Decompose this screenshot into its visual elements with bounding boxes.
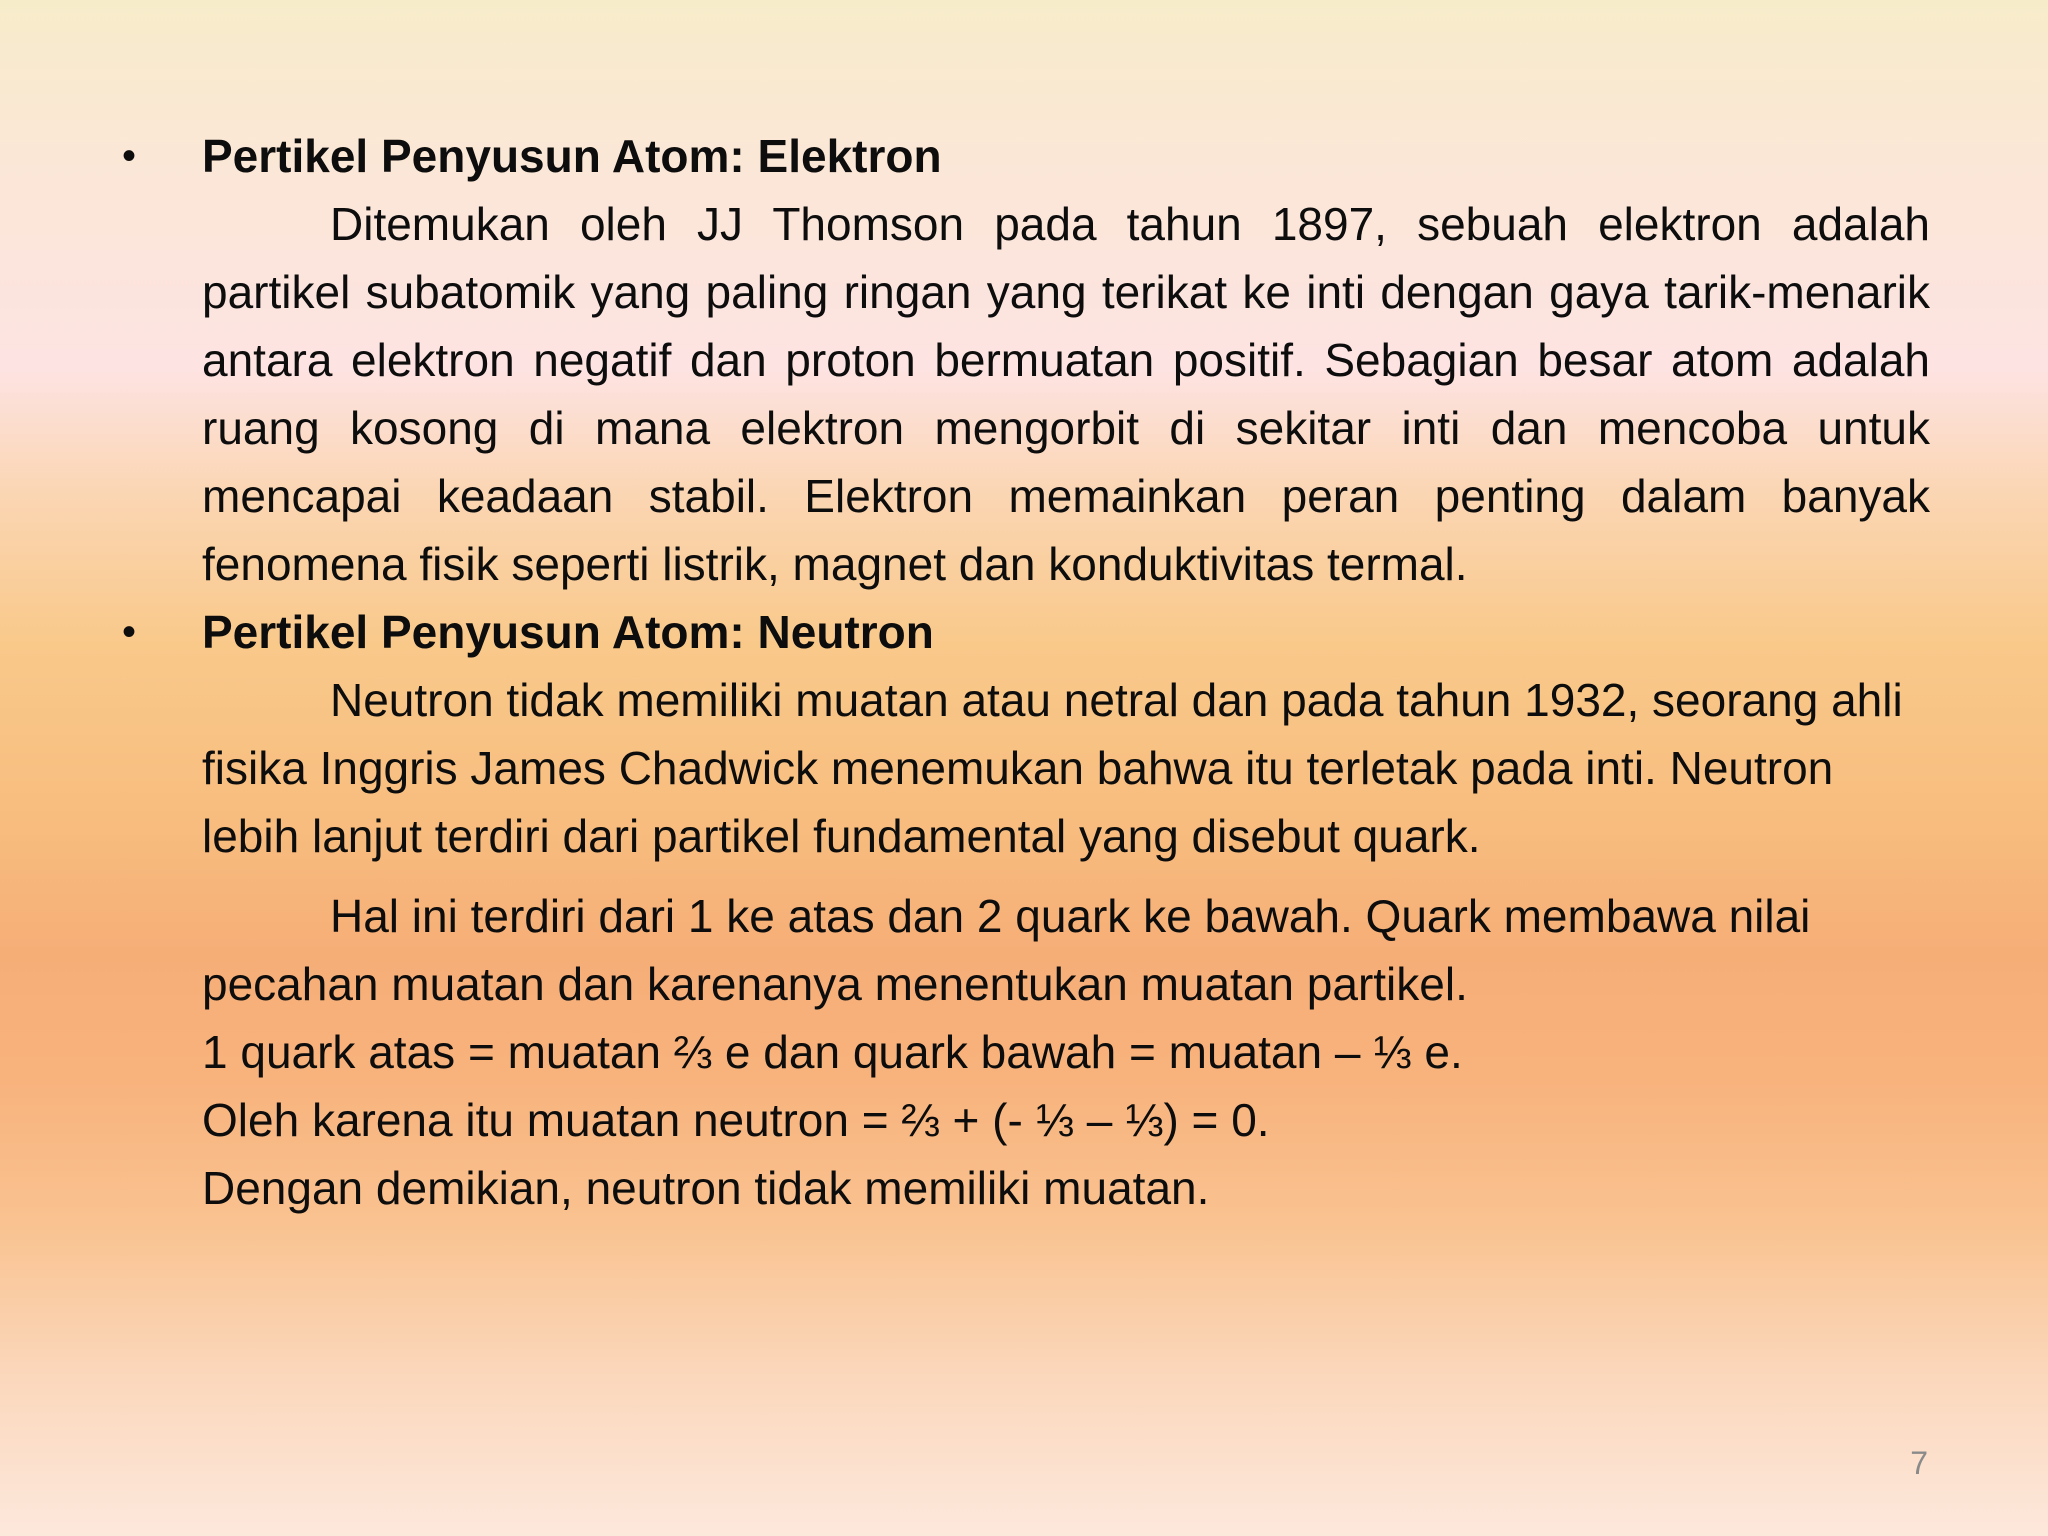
paragraph-neutron-quark: Hal ini terdiri dari 1 ke atas dan 2 quark ke bawah. Quark membawa nilai pecahan muatan dan karenanya menentukan muatan partikel.	[202, 890, 1811, 1010]
paragraph-elektron: Ditemukan oleh JJ Thomson pada tahun 1897, sebuah elektron adalah partikel subatomik yang paling ringan yang terikat ke inti dengan gaya tarik-menarik antara elektron negatif dan proton bermuatan positif. Sebagian besar atom adalah ruang kosong di mana elektron mengorbit di sekitar inti dan mencoba untuk mencapai keadaan stabil. Elektron memainkan peran penting dalam banyak fenomena fisik seperti listrik, magnet dan konduktivitas termal.	[202, 198, 1930, 590]
bullet-body-neutron	[202, 598, 1930, 1222]
charge-line-neutron: Oleh karena itu muatan neutron = ⅔ + (- ⅓ – ⅓) = 0.	[202, 1094, 1270, 1146]
bullet-marker: •	[122, 134, 137, 178]
bullet-item-elektron	[118, 122, 1930, 598]
page-number: 7	[1910, 1445, 1928, 1481]
charge-line-conclusion: Dengan demikian, neutron tidak memiliki muatan.	[202, 1162, 1210, 1214]
bullet-item-neutron	[118, 598, 1930, 1222]
section-heading-neutron: Pertikel Penyusun Atom: Neutron	[202, 606, 934, 658]
slide-content	[118, 122, 1930, 1222]
charge-line-quark: 1 quark atas = muatan ⅔ e dan quark bawah = muatan – ⅓ e.	[202, 1026, 1463, 1078]
charge-lines	[202, 1018, 1930, 1222]
bullet-marker: •	[122, 610, 137, 654]
section-heading-elektron: Pertikel Penyusun Atom: Elektron	[202, 130, 942, 182]
bullet-body-elektron	[202, 122, 1930, 598]
paragraph-neutron-intro: Neutron tidak memiliki muatan atau netral dan pada tahun 1932, seorang ahli fisika Inggris James Chadwick menemukan bahwa itu terletak pada inti. Neutron lebih lanjut terdiri dari partikel fundamental yang disebut quark.	[202, 674, 1903, 862]
